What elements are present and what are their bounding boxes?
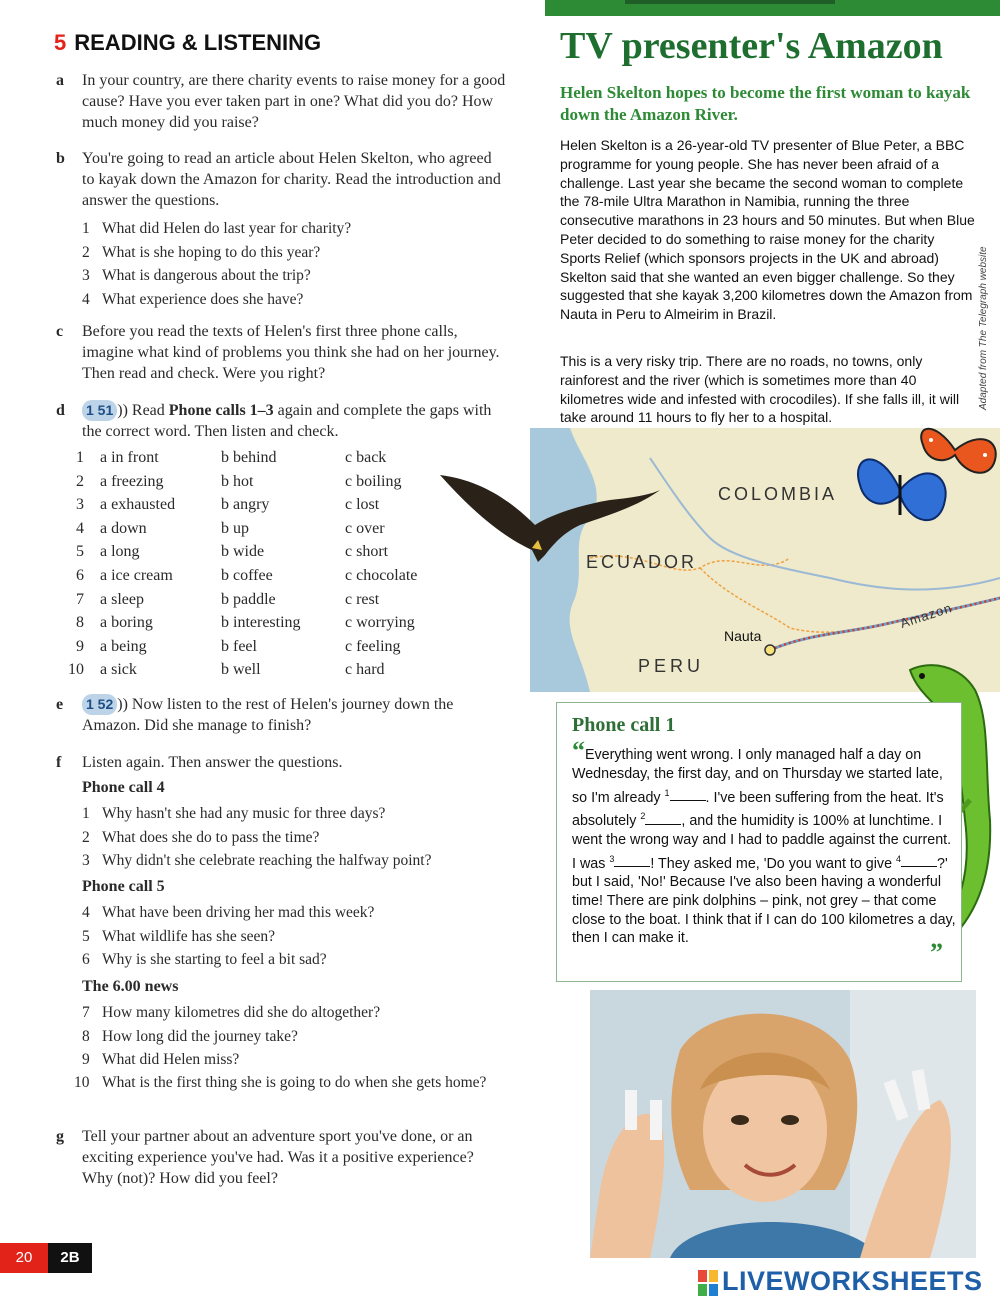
list-item-text: Why is she starting to feel a bit sad? (102, 951, 327, 968)
liveworksheets-logo-icon (698, 1270, 718, 1296)
item-number: 1 (82, 805, 90, 822)
gap-number: 4 (896, 853, 902, 864)
helen-photo (590, 990, 976, 1258)
question-letter: c (56, 323, 64, 340)
article-paragraph-1: Helen Skelton is a 26-year-old TV presenter of Blue Peter, a BBC programme for young people. She has never been afraid of a challenge. Last year she became the second woman to complete the 78-mile Ultra Marathon in Namibia, running the three consecutive marathons in 23 hours and 50 minutes. But when Blue Peter decided to do something to raise money for the charity Sports Relief (which sponsors projects in the UK and abroad) Skelton said that she wanted an even bigger challenge. So they suggested that she kayak 3,200 kilometres down the Amazon from Nauta in Peru to Almeirim in Brazil. (560, 137, 975, 323)
close-quote-icon: ” (930, 938, 943, 967)
option-b[interactable]: b coffee (221, 567, 273, 584)
option-a[interactable]: a sick (100, 661, 137, 679)
group-list (82, 802, 431, 873)
list-item-text: Why hasn't she had any music for three days? (102, 805, 386, 822)
list-item-text: What experience does she have? (102, 290, 304, 308)
text-part: ! They asked me, 'Do you want to give (650, 855, 896, 872)
question-text (82, 694, 506, 736)
item-number: 7 (82, 1004, 90, 1021)
nauta-marker (765, 645, 775, 655)
option-row (70, 520, 470, 543)
item-number: 8 (82, 1027, 90, 1045)
option-c[interactable]: c boiling (345, 472, 402, 490)
open-quote-icon: “ (572, 736, 585, 765)
list-item (82, 1001, 492, 1025)
question-a (56, 70, 506, 133)
item-number: 8 (76, 614, 84, 632)
question-text: Listen again. Then answer the questions. (82, 754, 343, 771)
option-a[interactable]: a sleep (100, 590, 144, 608)
header-bar-accent (625, 0, 835, 4)
option-a[interactable]: a being (100, 637, 147, 655)
item-number: 4 (82, 904, 90, 921)
gap-4-blank[interactable] (901, 866, 937, 867)
list-item (82, 802, 431, 826)
list-item-text: What does she do to pass the time? (102, 828, 320, 846)
question-e (56, 694, 506, 736)
option-c[interactable]: c feeling (345, 637, 401, 655)
option-row (70, 473, 470, 496)
item-number: 9 (82, 1051, 90, 1068)
item-number: 3 (76, 496, 84, 514)
option-c[interactable]: c over (345, 519, 385, 537)
section-number: 5 (54, 30, 67, 55)
item-number: 2 (76, 472, 84, 490)
label-colombia: COLOMBIA (718, 484, 838, 504)
question-letter: f (56, 754, 62, 771)
question-letter: e (56, 696, 64, 713)
list-item: 2 What is she hoping to do this year? (82, 243, 321, 261)
question-text: In your country, are there charity events to raise money for a good cause? Have you ever taken part in one? What did you do? How much money did you raise? (82, 72, 506, 131)
option-b[interactable]: b angry (221, 496, 270, 514)
question-g (56, 1126, 506, 1189)
list-item-text: What is she hoping to do this year? (102, 243, 321, 261)
list-item (82, 925, 374, 949)
option-c[interactable]: c rest (345, 590, 380, 608)
option-row (70, 496, 470, 519)
option-a[interactable]: a down (100, 519, 147, 537)
question-text: Tell your partner about an adventure sport you've done, or an exciting experience you've had. Was it a positive experience? Why (not)? How did you feel? (82, 1128, 474, 1187)
question-text: Before you read the texts of Helen's first three phone calls, imagine what kind of problems you think she had on her journey. Then read and check. Were you right? (82, 323, 500, 382)
text-part: Read (131, 402, 165, 419)
item-number: 9 (76, 637, 84, 655)
option-c[interactable]: c worrying (345, 614, 415, 632)
option-a[interactable]: a freezing (100, 472, 164, 490)
list-item (82, 826, 431, 850)
option-c[interactable]: c chocolate (345, 567, 418, 584)
list-item (82, 849, 431, 873)
question-b (56, 148, 506, 211)
option-row (70, 661, 470, 684)
text-part: Now listen to the rest of Helen's journey down the Amazon. Did she manage to finish? (82, 696, 454, 734)
list-item-text: How long did the journey take? (102, 1027, 298, 1045)
page-number: 20 (0, 1243, 48, 1273)
section-title (54, 30, 321, 56)
audio-track-badge[interactable]: 1 51 (82, 400, 117, 421)
option-row (70, 591, 470, 614)
label-ecuador: ECUADOR (586, 552, 698, 572)
section-heading: READING & LISTENING (74, 30, 322, 55)
list-item-text: What is the first thing she is going to do when she gets home? (102, 1073, 487, 1091)
list-item-text: Why didn't she celebrate reaching the halfway point? (102, 852, 432, 869)
audio-track-badge[interactable]: 1 52 (82, 694, 117, 715)
question-f (56, 752, 506, 773)
gap-2-blank[interactable] (645, 824, 681, 825)
option-b[interactable]: b wide (221, 543, 265, 561)
option-b[interactable]: b interesting (221, 614, 301, 632)
option-b[interactable]: b feel (221, 637, 257, 655)
question-letter: a (56, 72, 64, 89)
list-item-text: What wildlife has she seen? (102, 927, 276, 945)
option-row (70, 449, 470, 472)
audio-icon: )) (117, 696, 128, 713)
list-item-text: How many kilometres did she do altogether? (102, 1004, 381, 1021)
option-a[interactable]: a exhausted (100, 496, 176, 514)
gap-number: 1 (664, 787, 670, 798)
question-c (56, 321, 506, 384)
audio-icon: )) (117, 402, 128, 419)
article-paragraph-2: This is a very risky trip. There are no roads, no towns, only rainforest and the river (which is sometimes more than 40 kilometres wide and infested with crocodiles). If she falls ill, it will take around 11 hours to fly her to a hospital. (560, 353, 960, 426)
option-row (70, 638, 470, 661)
list-item (82, 948, 374, 972)
list-item (82, 1048, 492, 1072)
option-a[interactable]: a ice cream (100, 567, 173, 584)
text-bold: Phone calls 1–3 (168, 402, 274, 419)
option-a[interactable]: a boring (100, 614, 153, 632)
item-number: 6 (76, 567, 84, 584)
source-credit: Adapted from The Telegraph website (978, 246, 989, 410)
group-list (74, 1001, 492, 1093)
article-title: TV presenter's Amazon (560, 25, 943, 67)
orange-butterfly-icon (915, 415, 1000, 485)
list-item (82, 901, 374, 925)
item-number: 6 (82, 951, 90, 968)
list-item: 4 What experience does she have? (82, 290, 304, 308)
option-c[interactable]: c back (345, 449, 387, 466)
question-letter: g (56, 1128, 64, 1145)
list-item (82, 1025, 492, 1049)
phone-call-text (572, 736, 956, 948)
brand-watermark[interactable]: LIVEWORKSHEETS (722, 1266, 983, 1296)
list-item (74, 1072, 492, 1093)
list-item-text: What did Helen do last year for charity? (102, 220, 352, 237)
text-part: , and the humidity is 100% at lunchtime. I went the wrong way and I had to paddle against the current. I was (572, 812, 952, 872)
question-letter: d (56, 402, 65, 419)
article-subtitle: Helen Skelton hopes to become the first woman to kayak down the Amazon River. (560, 83, 971, 124)
group-heading: Phone call 4 (82, 779, 165, 796)
gap-1-blank[interactable] (670, 800, 706, 801)
question-letter: b (56, 150, 65, 167)
option-b[interactable]: b well (221, 661, 261, 679)
question-b-list (82, 217, 351, 311)
option-b[interactable]: b paddle (221, 590, 276, 608)
option-a[interactable]: a in front (100, 449, 159, 466)
text-part: again and complete the gaps with the correct word. Then listen and check. (82, 402, 492, 440)
gap-3-blank[interactable] (614, 866, 650, 867)
list-item-text: What have been driving her mad this week? (102, 904, 375, 921)
option-row (70, 614, 470, 637)
option-b[interactable]: b up (221, 519, 249, 537)
text-part: . I've been suffering from the heat. It's absolutely (572, 789, 944, 829)
item-number: 3 (82, 852, 90, 869)
option-c[interactable]: c hard (345, 661, 385, 679)
gap-number: 2 (640, 811, 646, 822)
gap-number: 3 (609, 853, 615, 864)
list-item: 1 What did Helen do last year for charity? (82, 220, 352, 237)
question-d (56, 400, 506, 442)
item-number: 5 (76, 543, 84, 561)
phone-call-title: Phone call 1 (572, 714, 676, 736)
group-heading: The 6.00 news (82, 978, 179, 995)
label-peru: PERU (638, 656, 705, 676)
option-c[interactable]: c short (345, 543, 389, 561)
item-number: 5 (82, 927, 90, 945)
label-nauta: Nauta (724, 628, 762, 644)
list-item-text: What did Helen miss? (102, 1051, 240, 1068)
list-item: 3 What is dangerous about the trip? (82, 267, 311, 284)
option-row (70, 543, 470, 566)
item-number: 4 (76, 519, 84, 537)
label-amazon: Amazon (898, 599, 955, 631)
question-text (82, 400, 506, 442)
item-number: 7 (76, 590, 84, 608)
question-text: You're going to read an article about Helen Skelton, who agreed to kayak down the Amazon for charity. Read the introduction and answer the questions. (82, 150, 501, 209)
text-part: ?' but I said, 'No!' Because I've also been having a wonderful time! There are pink dolphins – pink, not grey – that come close to the boat. I think that if I can do 100 kilometres a day, then I can make it. (572, 855, 956, 947)
item-number: 10 (74, 1073, 90, 1091)
group-heading: Phone call 5 (82, 878, 165, 895)
unit-label: 2B (48, 1243, 92, 1273)
option-b[interactable]: b hot (221, 472, 254, 490)
option-row (70, 567, 470, 590)
list-item-text: What is dangerous about the trip? (102, 267, 311, 284)
eagle-icon (440, 470, 660, 565)
item-number: 2 (82, 828, 90, 846)
text-part: Everything went wrong. I only managed half a day on Wednesday, the first day, and on Thursday we started late, so I'm already (572, 747, 943, 806)
item-number: 1 (76, 449, 84, 466)
group-list (82, 901, 374, 972)
item-number: 10 (68, 661, 84, 679)
option-b[interactable]: b behind (221, 449, 277, 466)
option-c[interactable]: c lost (345, 496, 380, 514)
option-a[interactable]: a long (100, 543, 140, 561)
